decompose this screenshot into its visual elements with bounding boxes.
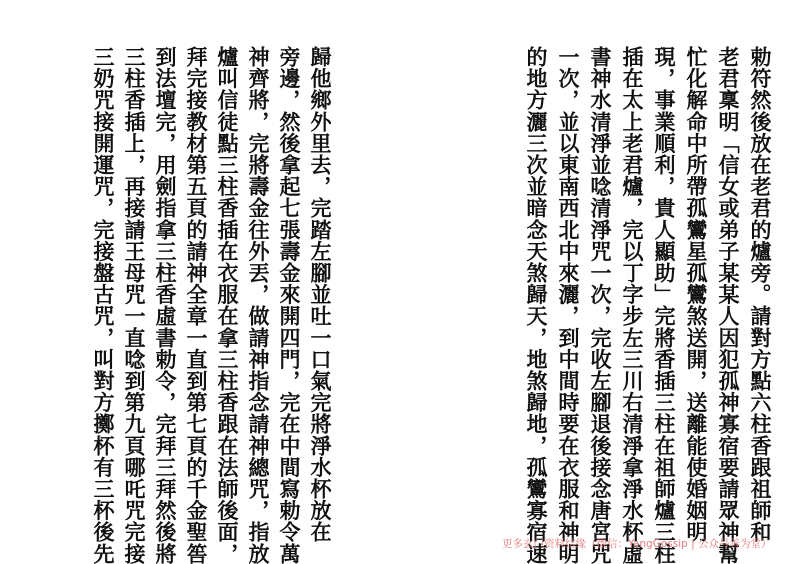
right-page-column-4: 現，事業順利，貴人顯助」完將香插三柱在祖師爐三柱 — [652, 46, 677, 564]
left-page-column-4: 爐叫信徒點三柱香插在衣服在拿三柱香跟在法師後面， — [215, 46, 240, 564]
right-page-column-8: 的地方灑三次並暗念天煞歸天，地煞歸地，孤鸞寡宿速 — [524, 46, 549, 564]
left-page-column-2: 旁邊，然後拿起七張壽金來開四門，完在中間寫勅令萬 — [277, 46, 302, 564]
left-page-column-7: 三柱香插上，再接請王母咒一直唸到第九頁哪吒咒完接 — [122, 46, 147, 564]
right-page-column-1: 勅符然後放在老君的爐旁。請對方點六柱香跟祖師和 — [748, 46, 773, 543]
left-page-column-3: 神齊將，完將壽金往外丟，做請神指念請神總咒，指放 — [246, 46, 271, 564]
right-page-column-7: 一次，並以東南西北中來灑，到中間時要在衣服和神明 — [556, 46, 581, 564]
left-page-column-6: 到法壇完，用劍指拿三柱香虛書勅令，完拜三拜然後將 — [153, 46, 178, 564]
footer-watermark: 更多玄门资料结缘（微信：YangGossip | 公众号善为堂） — [502, 538, 772, 550]
left-page-column-8: 三奶咒接開運咒，完接盤古咒，叫對方擲杯有三杯後先 — [91, 46, 116, 564]
left-page-column-5: 拜完接教材第五頁的請神全章一直到第七頁的千金聖筶 — [184, 46, 209, 564]
right-page-column-6: 書神水清淨並唸清淨咒一次，完收左腳退後接念唐宮咒 — [588, 46, 613, 564]
right-page-column-5: 插在太上老君爐，完以丁字步左三川右清淨拿淨水杯虛 — [620, 46, 645, 564]
left-page-column-1: 歸他鄉外里去，完踏左腳並吐一口氣完將淨水杯放在 — [308, 46, 333, 543]
right-page-column-2: 老君稟明「信女或弟子某某人因犯孤神寡宿要請眾神幫 — [716, 46, 741, 564]
right-page-column-3: 忙化解命中所帶孤鸞星孤鸞煞送開，送離能使婚姻明 — [684, 46, 709, 543]
